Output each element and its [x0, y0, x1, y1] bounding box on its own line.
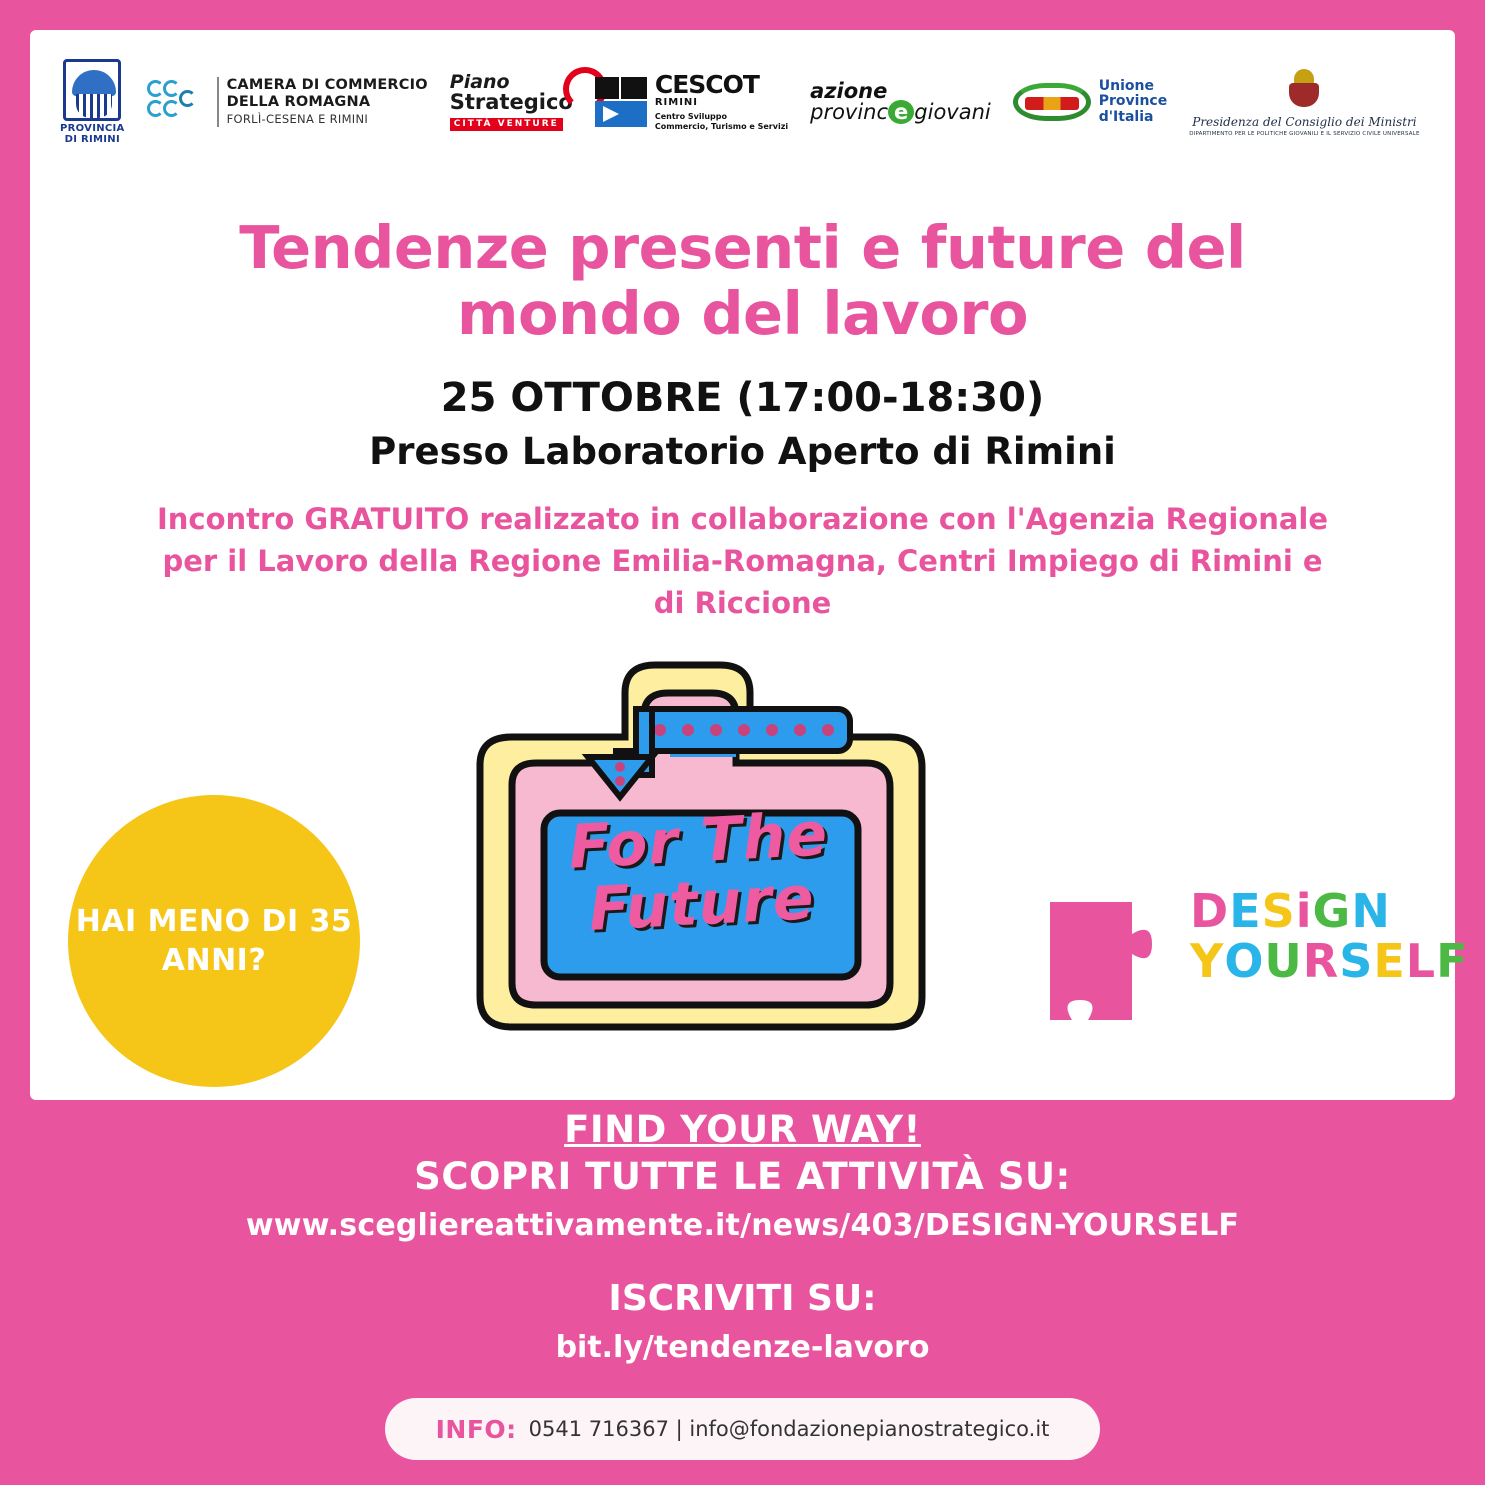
logo-azione-province-giovani	[810, 81, 991, 123]
activities-url[interactable]: www.scegliereattivamente.it/news/403/DESIGN-YOURSELF	[245, 1208, 1240, 1243]
sponsor-logo-strip	[30, 52, 1455, 152]
info-value[interactable]: 0541 716367 | info@fondazionepianostrategico.it	[528, 1417, 1050, 1441]
logo-presidenza-line2: DIPARTIMENTO PER LE POLITICHE GIOVANILI E IL SERVIZIO CIVILE UNIVERSALE	[1189, 131, 1420, 137]
cescot-mark-icon	[595, 77, 649, 127]
design-yourself-logo	[1040, 880, 1469, 1045]
crest-icon	[63, 59, 121, 121]
logo-unione-line2: Province	[1098, 93, 1168, 110]
logo-presidenza-line1: Presidenza del Consiglio dei Ministri	[1192, 115, 1417, 129]
logo-piano-strategico	[450, 73, 573, 131]
logo-azione-line2: provinc	[810, 100, 889, 124]
logo-provincia-di-rimini	[60, 59, 125, 146]
logo-camera-line3: FORLÌ-CESENA E RIMINI	[226, 112, 369, 127]
logo-cescot-line2: RIMINI	[654, 97, 699, 108]
logo-provincia-line1: PROVINCIA	[60, 122, 125, 134]
logo-piano-line1: Piano	[449, 71, 510, 93]
event-venue: Presso Laboratorio Aperto di Rimini	[369, 430, 1116, 473]
find-your-way-heading: FIND YOUR WAY!	[564, 1108, 921, 1151]
age-badge-label: HAI MENO DI 35 ANNI?	[75, 904, 353, 978]
for-the-future-sticker	[420, 645, 980, 1070]
wreath-icon	[1013, 77, 1091, 127]
logo-piano-line2: Strategico	[449, 90, 573, 114]
design-yourself-wordmark	[1190, 884, 1469, 988]
logo-azione-line3: giovani	[914, 100, 991, 124]
info-label: INFO:	[435, 1414, 517, 1444]
age-badge	[68, 795, 360, 1087]
logo-cescot-rimini	[595, 72, 788, 132]
logo-camera-di-commercio	[147, 77, 428, 127]
logo-cescot-line1: CESCOT	[654, 70, 759, 99]
logo-piano-line3: CITTÀ VENTURE	[450, 118, 563, 131]
logo-provincia-line2: DI RIMINI	[64, 134, 120, 145]
sticker-line-2: Future	[587, 863, 817, 945]
logo-camera-line2: DELLA ROMAGNA	[226, 94, 371, 111]
logo-azione-line1: azione	[810, 79, 888, 103]
dy-word-design: DESiGN	[1190, 884, 1391, 938]
registration-link[interactable]: bit.ly/tendenze-lavoro	[555, 1330, 930, 1365]
logo-cescot-line4: Commercio, Turismo e Servizi	[654, 122, 789, 131]
event-subtitle: Incontro GRATUITO realizzato in collaborazione con l'Agenzia Regionale per il Lavoro della Regione Emilia-Romagna, Centri Impiego di Rimini e di Riccione	[156, 502, 1329, 621]
logo-presidenza-consiglio-ministri	[1189, 67, 1419, 137]
info-contact-pill	[385, 1398, 1100, 1460]
iscriviti-heading: ISCRIVITI SU:	[608, 1278, 877, 1319]
scopri-heading: SCOPRI TUTTE LE ATTIVITÀ SU:	[414, 1155, 1071, 1198]
puzzle-piece-icon	[1040, 892, 1180, 1032]
page-title: Tendenze presenti e future del mondo del lavoro	[239, 213, 1246, 349]
camera-commercio-mark-icon	[147, 78, 209, 126]
logo-unione-province-italia	[1013, 77, 1167, 127]
logo-cescot-line3: Centro Sviluppo	[654, 112, 727, 121]
logo-unione-line1: Unione	[1098, 77, 1154, 94]
logo-azione-badge: e	[888, 100, 914, 124]
sticker-line-1: For The	[566, 799, 830, 883]
logo-unione-line3: d'Italia	[1098, 108, 1154, 125]
republic-emblem-icon	[1287, 67, 1321, 109]
dy-word-yourself: YOURSELF	[1190, 933, 1469, 988]
logo-camera-line1: CAMERA DI COMMERCIO	[226, 77, 428, 94]
event-date: 25 OTTOBRE (17:00-18:30)	[440, 375, 1045, 421]
